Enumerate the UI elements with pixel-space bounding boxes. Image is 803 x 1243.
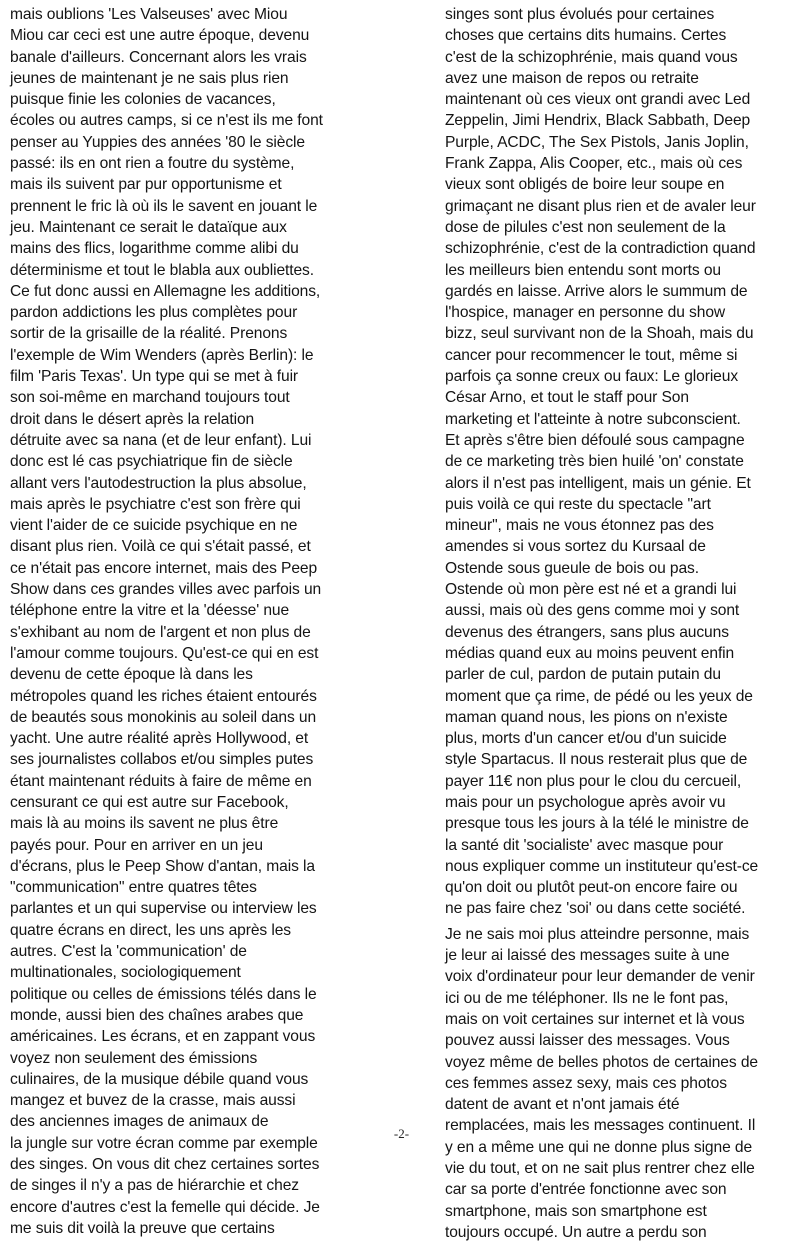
text-line: son soi-même en marchand toujours tout [10,389,290,407]
text-line: l'hospice, manager en personne du show [445,304,726,322]
text-line: l'exemple de Wim Wenders (après Berlin): le [10,346,314,364]
text-line: encore d'autres c'est la femelle qui décide. Je [10,1198,320,1216]
text-line: voix d'ordinateur pour leur demander de venir [445,968,755,986]
text-line: c'est de la schizophrénie, mais quand vous [445,48,738,66]
text-line: vie du tout, et on ne sait plus rentrer chez elle [445,1160,755,1178]
text-line: vieux sont obligés de boire leur soupe en [445,176,725,194]
text-line: datent de avant et n'ont jamais été [445,1096,680,1114]
column-gutter [432,0,433,1146]
text-line: donc est lé cas psychiatrique fin de siècle [10,453,293,471]
text-line: gardés en laisse. Arrive alors le summum de [445,282,748,300]
right-text-column [445,4,803,1243]
text-line: film 'Paris Texas'. Un type qui se met à fuir [10,368,299,386]
text-line: car sa porte d'entrée fonctionne avec son [445,1181,727,1199]
text-line: toujours occupé. Un autre a perdu son [445,1223,707,1241]
text-line: mais après le psychiatre c'est son frère qui [10,495,301,513]
text-line: culinaires, de la musique débile quand vous [10,1070,309,1088]
text-line: vient l'aider de ce suicide psychique en ne [10,517,298,535]
text-line: mais oublions 'Les Valseuses' avec Miou [10,6,288,23]
text-line: maintenant où ces vieux ont grandi avec Led [445,91,751,109]
text-line: schizophrénie, c'est de la contradiction quand [445,240,756,258]
text-line: mais ils suivent par pur opportunisme et [10,176,282,194]
text-line: des singes. On vous dit chez certaines sortes [10,1156,320,1174]
text-line: presque tous les jours à la télé le ministre de [445,815,749,833]
text-line: sortir de la grisaille de la réalité. Prenons [10,325,288,343]
text-line: autres. C'est la 'communication' de [10,943,247,961]
text-line: ici ou de me téléphoner. Ils ne le font pas, [445,989,729,1007]
text-line: parler de cul, pardon de putain putain du [445,666,721,684]
text-line: métropoles quand les riches étaient entourés [10,687,317,705]
text-line: Ostende où mon père est né et a grandi lui [445,581,737,599]
text-line: y en a même une qui ne donne plus signe de [445,1138,753,1156]
text-line: d'écrans, plus le Peep Show d'antan, mais la [10,857,315,875]
text-line: cancer pour recommencer le tout, même si [445,346,738,364]
text-line: étant maintenant réduits à faire de même en [10,772,312,790]
text-line: puisque finie les colonies de vacances, [10,91,276,109]
text-line: moment que ça rime, de pédé ou les yeux de [445,687,753,705]
text-line: mais là au moins ils savent ne plus être [10,815,279,833]
text-line: voyez non seulement des émissions [10,1049,258,1067]
text-line: Ostende sous gueule de bois ou pas. [445,559,699,577]
text-line: disant plus rien. Voilà ce qui s'était passé, et [10,538,311,556]
text-line: monde, aussi bien des chaînes arabes que [10,1006,304,1024]
text-line: droit dans le désert après la relation [10,410,255,428]
text-line: politique ou celles de émissions télés dans le [10,985,317,1003]
text-line: Frank Zappa, Alis Cooper, etc., mais où ces [445,155,743,173]
text-line: César Arno, et tout le staff pour Son [445,389,689,407]
text-line: prennent le fric là où ils le savent en jouant le [10,197,318,215]
text-line: grimaçant ne disant plus rien et de avaler leur [445,197,756,215]
text-line: yacht. Une autre réalité après Hollywood, et [10,730,309,748]
text-line: bizz, seul survivant non de la Shoah, mais du [445,325,754,343]
text-line: nous expliquer comme un instituteur qu'est-ce [445,857,759,875]
text-line: "communication" entre quatres têtes [10,879,257,897]
text-line: puis voilà ce qui reste du spectacle "art [445,495,711,513]
text-line: voyez même de belles photos de certaines de [445,1053,758,1071]
text-line: détruite avec sa nana (et de leur enfant). Lui [10,431,312,449]
text-line: de singes il n'y a pas de hiérarchie et chez [10,1177,299,1195]
text-line: censurant ce qui est autre sur Facebook, [10,793,289,811]
text-line: s'exhibant au nom de l'argent et non plus de [10,623,311,641]
text-line: quatre écrans en direct, les uns après les [10,921,291,939]
text-line: payer 11€ non plus pour le clou du cercueil, [445,772,742,790]
text-line: pardon addictions les plus complètes pour [10,304,298,322]
text-line: déterminisme et tout le blabla aux oubliettes. [10,261,314,279]
text-line: ses journalistes collabos et/ou simples putes [10,751,314,769]
text-line: alors il n'est pas intelligent, mais un génie. Et [445,474,751,492]
text-line: Je ne sais moi plus atteindre personne, mais [445,925,750,943]
text-line: multinationales, sociologiquement [10,964,241,982]
text-line: allant vers l'autodestruction la plus absolue, [10,474,307,492]
text-line: avez une maison de repos ou retraite [445,69,699,87]
text-line: banale d'ailleurs. Concernant alors les vrais [10,48,307,66]
text-line: plus, morts d'un cancer et/ou d'un suicide [445,730,727,748]
text-line: Show dans ces grandes villes avec parfois un [10,581,322,599]
text-line: Purple, ACDC, The Sex Pistols, Janis Joplin, [445,133,749,151]
text-line: Miou car ceci est une autre époque, devenu [10,27,310,45]
text-line: penser au Yuppies des années '80 le siècle [10,133,305,151]
text-line: parlantes et un qui supervise ou interview les [10,900,317,918]
text-line: ce n'était pas encore internet, mais des Peep [10,559,318,577]
text-line: Et après s'être bien défoulé sous campagne [445,431,745,449]
text-line: la santé dit 'socialiste' avec masque pour [445,836,724,854]
text-line: smartphone, mais son smartphone est [445,1202,707,1220]
text-line: marketing et l'atteinte à notre subconscient. [445,410,741,428]
text-line: maman quand nous, les pions on n'existe [445,708,728,726]
text-line: mais on voit certaines sur internet et là vous [445,1010,745,1028]
text-line: choses que certains dits humains. Certes [445,27,727,45]
text-line: qu'on doit ou plutôt peut-on encore faire ou [445,879,738,897]
text-line: me suis dit voilà la preuve que certains [10,1219,275,1237]
text-line: devenu de cette époque là dans les [10,666,253,684]
text-line: ne pas faire chez 'soi' ou dans cette société. [445,900,746,918]
text-line: ces femmes assez sexy, mais ces photos [445,1074,727,1092]
page-number: -2- [393,1126,410,1141]
text-line: remplacées, mais les messages continuent. Il [445,1117,756,1135]
text-line: Ce fut donc aussi en Allemagne les additions, [10,282,321,300]
text-line: payés pour. Pour en arriver en un jeu [10,836,263,854]
text-line: style Spartacus. Il nous resterait plus que de [445,751,748,769]
left-text-column [10,4,395,1239]
text-line: de ce marketing très bien huilé 'on' constate [445,453,744,471]
text-line: des anciennes images de animaux de [10,1113,269,1131]
text-line: mains des flics, logarithme comme alibi du [10,240,299,258]
text-line: téléphone entre la vitre et la 'déesse' nue [10,602,290,620]
text-line: je leur ai laissé des messages suite à une [445,947,730,965]
text-line: pouvez aussi laisser des messages. Vous [445,1032,730,1050]
text-line: écoles ou autres camps, si ce n'est ils me font [10,112,323,130]
text-line: dose de pilules c'est non seulement de la [445,218,726,236]
text-line: médias quand eux au moins peuvent enfin [445,644,735,662]
text-line: de beautés sous monokinis au soleil dans un [10,708,317,726]
text-line: américaines. Les écrans, et en zappant vous [10,1028,316,1046]
text-line: Zeppelin, Jimi Hendrix, Black Sabbath, Deep [445,112,751,130]
text-line: singes sont plus évolués pour certaines [445,6,715,23]
text-line: la jungle sur votre écran comme par exemple [10,1134,318,1152]
text-line: mais pour un psychologue après avoir vu [445,793,726,811]
text-line: parfois ça sonne creux ou faux: Le glorieux [445,368,739,386]
text-line: amendes si vous sortez du Kursaal de [445,538,706,556]
text-line: aussi, mais où des gens comme moi y sont [445,602,740,620]
text-line: mangez et buvez de la crasse, mais aussi [10,1092,296,1110]
text-line: les meilleurs bien entendu sont morts ou [445,261,721,279]
text-line: mineur", mais ne vous étonnez pas des [445,517,714,535]
text-line: devenus des étrangers, sans plus aucuns [445,623,729,641]
text-line: jeu. Maintenant ce serait le dataïque aux [10,218,287,236]
text-line: jeunes de maintenant je ne sais plus rien [10,69,289,87]
text-line: l'amour comme toujours. Qu'est-ce qui en est [10,644,319,662]
text-line: passé: ils en ont rien a foutre du système, [10,155,295,173]
